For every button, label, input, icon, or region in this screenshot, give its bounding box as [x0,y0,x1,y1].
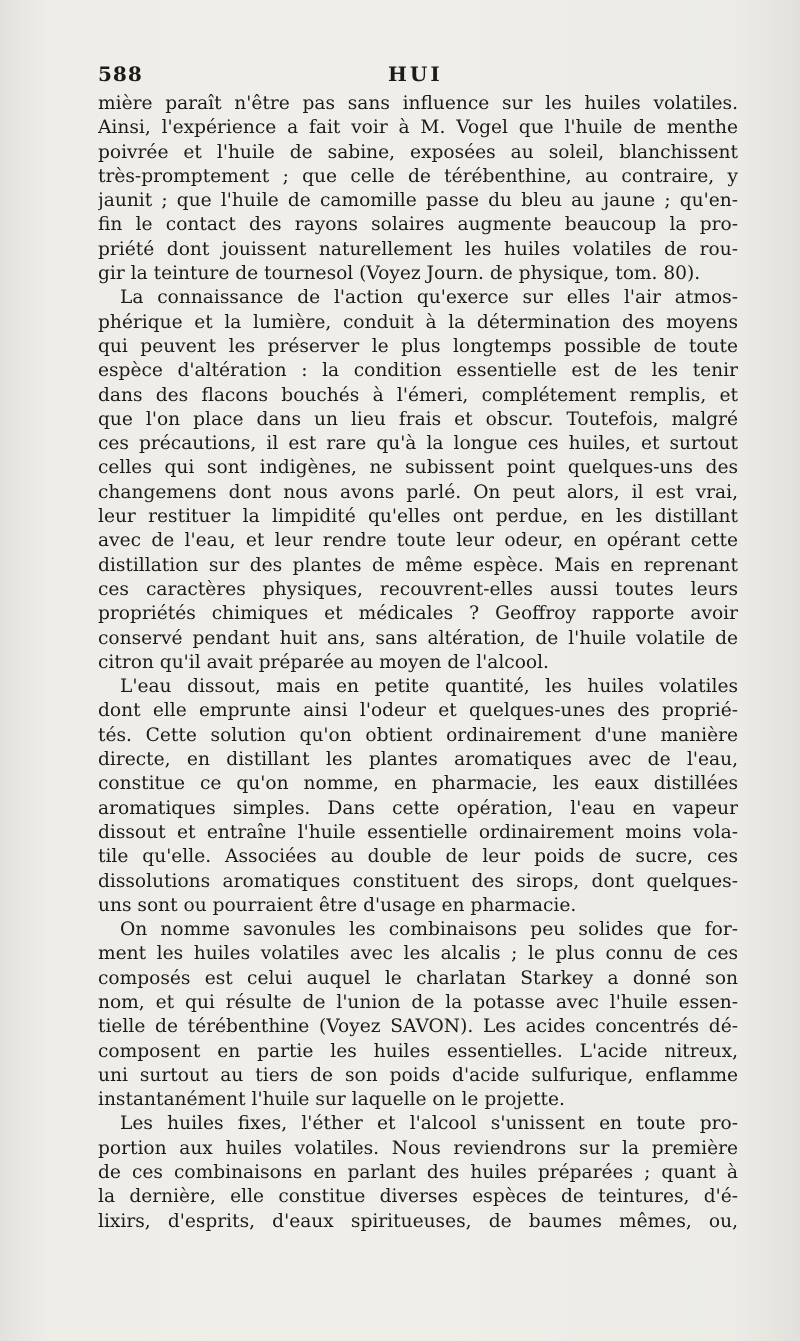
text-line: mière paraît n'être pas sans influence sur les huiles volatiles. [98,93,738,114]
text-line: celles qui sont indigènes, ne subissent point quelques-uns des [98,457,738,479]
text-line: composés est celui auquel le charlatan Starkey a donné son [98,967,738,989]
text-line: gir la teinture de tournesol (Voyez Journ. de physique, tom. 80). [98,263,701,285]
text-line: fin le contact des rayons solaires augmente beaucoup la pro- [98,214,738,236]
text-line: de ces combinaisons en parlant des huiles préparées ; quant à [98,1162,738,1184]
text-line: composent en partie les huiles essentielles. L'acide nitreux, [98,1040,738,1062]
text-line: Ainsi, l'expérience a fait voir à M. Vogel que l'huile de menthe [98,117,738,139]
text-line: changemens dont nous avons parlé. On peut alors, il est vrai, [98,481,738,503]
text-line: constitue ce qu'on nomme, en pharmacie, les eaux distillées [98,773,738,795]
text-line: jaunit ; que l'huile de camomille passe du bleu au jaune ; qu'en- [98,190,738,212]
text-line: portion aux huiles volatiles. Nous reviendrons sur la première [98,1137,738,1159]
text-line: espèce d'altération : la condition essentielle est de les tenir [98,360,738,382]
text-line: uns sont ou pourraient être d'usage en pharmacie. [98,894,577,916]
text-line: leur restituer la limpidité qu'elles ont perdue, en les distillant [98,506,738,528]
text-line: Les huiles fixes, l'éther et l'alcool s'unissent en toute pro- [120,1113,738,1135]
text-line: aromatiques simples. Dans cette opération, l'eau en vapeur [98,797,738,819]
text-line: On nomme savonules les combinaisons peu solides que for- [120,919,738,941]
text-line: propriétés chimiques et médicales ? Geoffroy rapporte avoir [98,603,738,625]
page-number: 588 [98,62,143,86]
text-line: conservé pendant huit ans, sans altération, de l'huile volatile de [98,627,738,649]
text-line: nom, et qui résulte de l'union de la potasse avec l'huile essen- [98,991,738,1013]
text-line: dont elle emprunte ainsi l'odeur et quelques-unes des proprié- [98,700,738,722]
text-line: ces caractères physiques, recouvrent-elles aussi toutes leurs [98,578,738,600]
running-head: HUI [388,62,443,86]
text-line: tile qu'elle. Associées au double de leur poids de sucre, ces [98,846,738,868]
text-line: L'eau dissout, mais en petite quantité, les huiles volatiles [120,676,738,698]
page-header [98,62,738,92]
text-line: dissolutions aromatiques constituent des sirops, dont quelques- [98,870,738,892]
text-line: priété dont jouissent naturellement les huiles volatiles de rou- [98,238,738,260]
text-line: que l'on place dans un lieu frais et obscur. Toutefois, malgré [98,408,738,430]
text-line: instantanément l'huile sur laquelle on le projette. [98,1089,565,1111]
text-line: phérique et la lumière, conduit à la détermination des moyens [98,311,738,333]
text-line: la dernière, elle constitue diverses espèces de teintures, d'é- [98,1186,738,1208]
text-line: directe, en distillant les plantes aromatiques avec de l'eau, [98,749,738,771]
text-line: ment les huiles volatiles avec les alcalis ; le plus connu de ces [98,943,738,965]
text-line: uni surtout au tiers de son poids d'acide sulfurique, enflamme [98,1064,738,1086]
text-line: La connaissance de l'action qu'exerce sur elles l'air atmos- [120,287,738,309]
text-line: distillation sur des plantes de même espèce. Mais en reprenant [98,554,738,576]
text-line: citron qu'il avait préparée au moyen de l'alcool. [98,651,549,673]
text-line: très-promptement ; que celle de térébenthine, au contraire, y [98,165,738,187]
text-line: tielle de térébenthine (Voyez SAVON). Les acides concentrés dé- [98,1016,738,1038]
body-text [98,92,738,1234]
text-line: tés. Cette solution qu'on obtient ordinairement d'une manière [98,724,738,746]
text-line: lixirs, d'esprits, d'eaux spiritueuses, de baumes mêmes, ou, [98,1210,738,1232]
text-line: poivrée et l'huile de sabine, exposées au soleil, blanchissent [98,141,738,163]
text-line: dans des flacons bouchés à l'émeri, complétement remplis, et [98,384,738,406]
text-line: ces précautions, il est rare qu'à la longue ces huiles, et surtout [98,433,738,455]
text-line: avec de l'eau, et leur rendre toute leur odeur, en opérant cette [98,530,738,552]
text-line: dissout et entraîne l'huile essentielle ordinairement moins vola- [98,821,738,843]
text-line: qui peuvent les préserver le plus longtemps possible de toute [98,335,738,357]
